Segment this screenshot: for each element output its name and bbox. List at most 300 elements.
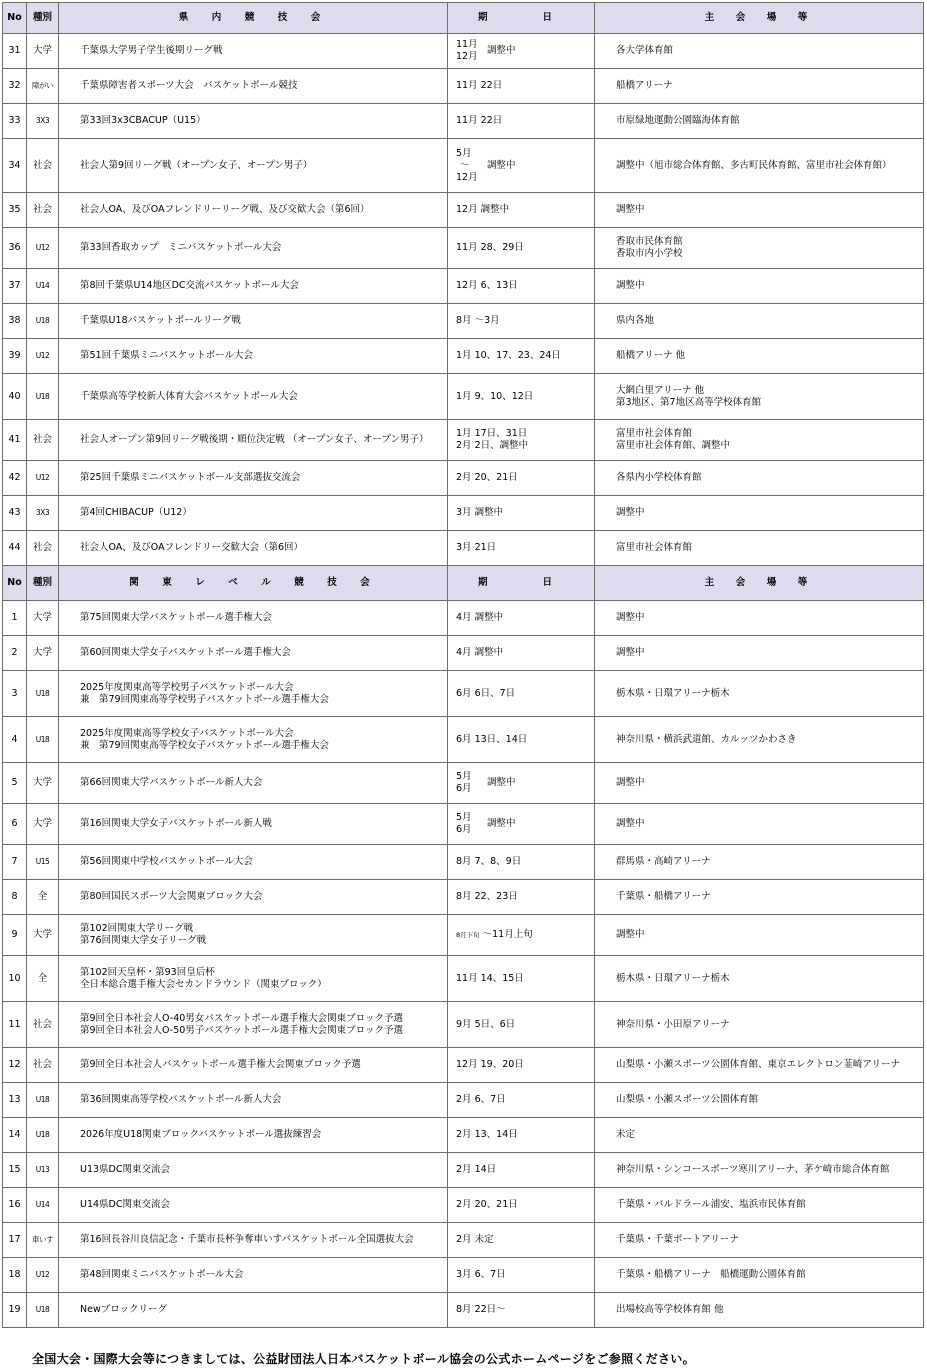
event-venue	[595, 804, 924, 845]
event-venue	[595, 671, 924, 717]
event-name-line: 第48回関東ミニバスケットボール大会	[80, 1269, 244, 1280]
venue-line: 各県内小学校体育館	[616, 472, 702, 483]
venue-line: 神奈川県・シンコースポーツ寒川アリーナ、茅ケ崎市総合体育館	[616, 1164, 890, 1175]
row-category: U18	[27, 304, 59, 339]
event-name	[59, 1083, 448, 1118]
event-venue	[595, 193, 924, 228]
date-text: 1月 9、10、12日	[456, 390, 534, 402]
table-row	[3, 636, 924, 671]
event-name-line: 第9回全日本社会人O-50男子バスケットボール選手権大会関東ブロック予選	[80, 1024, 403, 1036]
table-row	[3, 461, 924, 496]
event-name-line: 第75回関東大学バスケットボール選手権大会	[80, 612, 272, 623]
event-name	[59, 374, 448, 420]
row-number: 32	[3, 69, 27, 104]
row-number: 2	[3, 636, 27, 671]
date-text: 6月 6日、7日	[456, 687, 516, 699]
row-number: 1	[3, 601, 27, 636]
date-months	[456, 148, 484, 184]
event-date	[448, 1293, 595, 1328]
row-category: U14	[27, 1188, 59, 1223]
footer-note: 全国大会・国際大会等につきましては、公益財団法人日本バスケットボール協会の公式ホームページをご参照ください。	[32, 1352, 695, 1366]
venue-line: 神奈川県・横浜武道館、カルッツかわさき	[616, 733, 797, 745]
event-name-line: U13県DC関東交流会	[80, 1164, 170, 1175]
row-category: U18	[27, 671, 59, 717]
event-name-line: 社会人第9回リーグ戦（オープン女子、オープン男子）	[80, 159, 313, 171]
event-name	[59, 956, 448, 1002]
date-range	[456, 771, 594, 795]
venue-line: 出場校高等学校体育館 他	[616, 1304, 724, 1315]
row-number: 6	[3, 804, 27, 845]
row-number: 8	[3, 880, 27, 915]
event-name-line: 第102回天皇杯・第93回皇后杯	[80, 966, 215, 978]
event-date	[448, 601, 595, 636]
event-date	[448, 228, 595, 269]
table-row	[3, 880, 924, 915]
row-category: U18	[27, 1118, 59, 1153]
row-category: 全	[27, 880, 59, 915]
date-text: 2月 20、21日	[456, 1199, 518, 1210]
table-row	[3, 1048, 924, 1083]
event-name-line: 社会人OA、及びOAフレンドリー交歓大会（第6回）	[80, 542, 304, 553]
event-venue	[595, 339, 924, 374]
event-venue	[595, 763, 924, 804]
event-name-line: 第80回国民スポーツ大会関東ブロック大会	[80, 891, 263, 902]
row-number: 17	[3, 1223, 27, 1258]
event-name-line: 千葉県高等学校新人体育大会バスケットボール大会	[80, 390, 298, 402]
event-name-line: 第33回香取カップ ミニバスケットボール大会	[80, 242, 282, 253]
header-category: 種別	[27, 566, 59, 601]
schedule-table	[2, 2, 924, 1328]
event-venue	[595, 1002, 924, 1048]
event-date	[448, 531, 595, 566]
date-status: 調整中	[487, 777, 516, 788]
event-date	[448, 461, 595, 496]
event-name	[59, 193, 448, 228]
date-text: 11月 22日	[456, 115, 503, 126]
event-name-line: 第51回千葉県ミニバスケットボール大会	[80, 350, 253, 361]
table-row	[3, 1083, 924, 1118]
venue-line: 香取市内小学校	[616, 248, 683, 259]
venue-line: 栃木県・日環アリーナ栃木	[616, 972, 730, 984]
table-row	[3, 304, 924, 339]
row-number: 34	[3, 139, 27, 193]
row-number: 13	[3, 1083, 27, 1118]
row-number: 3	[3, 671, 27, 717]
date-line: 1月 17日、31日	[456, 428, 528, 439]
row-category: 大学	[27, 636, 59, 671]
row-category: 大学	[27, 763, 59, 804]
event-name	[59, 804, 448, 845]
row-number: 16	[3, 1188, 27, 1223]
venue-line: 調整中	[616, 612, 645, 623]
date-month: 6月	[456, 783, 472, 794]
row-category: U18	[27, 1083, 59, 1118]
event-date	[448, 1118, 595, 1153]
venue-line: 船橋アリーナ 他	[616, 350, 686, 361]
table-row	[3, 193, 924, 228]
venue-line: 県内各地	[616, 315, 655, 326]
event-name	[59, 763, 448, 804]
header-venue: 主 会 場 等	[595, 566, 924, 601]
event-name	[59, 1258, 448, 1293]
row-number: 9	[3, 915, 27, 956]
event-venue	[595, 139, 924, 193]
date-text: 2月 6、7日	[456, 1094, 506, 1105]
row-category: 大学	[27, 34, 59, 69]
date-rest: ～11月上旬	[482, 929, 533, 940]
venue-line: 山梨県・小瀬スポーツ公園体育館、東京エレクトロン韮崎アリーナ	[616, 1059, 901, 1070]
event-date	[448, 1002, 595, 1048]
event-name	[59, 1223, 448, 1258]
row-number: 35	[3, 193, 27, 228]
row-category: 社会	[27, 531, 59, 566]
date-month: 5月	[456, 147, 472, 159]
event-name-line: 第4回CHIBACUP（U12）	[80, 507, 192, 518]
event-venue	[595, 1153, 924, 1188]
table-row	[3, 1293, 924, 1328]
event-venue	[595, 717, 924, 763]
event-date	[448, 304, 595, 339]
date-months	[456, 771, 484, 795]
event-venue	[595, 269, 924, 304]
date-text: 12月 19、20日	[456, 1059, 524, 1070]
venue-line: 市原緑地運動公園臨海体育館	[616, 115, 740, 126]
event-name-line: 第60回関東大学女子バスケットボール選手権大会	[80, 647, 291, 658]
row-category: U18	[27, 717, 59, 763]
header-date: 期 日	[448, 3, 595, 34]
date-text: 11月 28、29日	[456, 242, 524, 253]
row-category: 社会	[27, 193, 59, 228]
event-date	[448, 671, 595, 717]
row-category: U12	[27, 228, 59, 269]
date-text: 9月 5日、6日	[456, 1018, 516, 1030]
venue-line: 千葉県・バルドラール浦安、塩浜市民体育館	[616, 1199, 806, 1210]
row-number: 37	[3, 269, 27, 304]
event-venue	[595, 374, 924, 420]
event-name-line: 千葉県大学男子学生後期リーグ戦	[80, 45, 223, 56]
event-venue	[595, 1048, 924, 1083]
header-category: 種別	[27, 3, 59, 34]
header-date: 期 日	[448, 566, 595, 601]
table-row	[3, 845, 924, 880]
kanto-header-row	[3, 566, 924, 601]
event-venue	[595, 1083, 924, 1118]
event-name-line: 第36回関東高等学校バスケットボール新人大会	[80, 1094, 282, 1105]
row-category: U13	[27, 1153, 59, 1188]
event-name-line: 第9回全日本社会人バスケットボール選手権大会関東ブロック予選	[80, 1059, 361, 1070]
event-name-line: 社会人オープン第9回リーグ戦後期・順位決定戦 （オープン女子、オープン男子）	[80, 434, 429, 445]
event-name-line: 兼 第79回関東高等学校男子バスケットボール選手権大会	[80, 693, 329, 705]
event-name-line: 第25回千葉県ミニバスケットボール支部選抜交流会	[80, 472, 301, 483]
event-venue	[595, 1118, 924, 1153]
event-venue	[595, 496, 924, 531]
row-number: 12	[3, 1048, 27, 1083]
row-category: 大学	[27, 804, 59, 845]
event-venue	[595, 636, 924, 671]
row-number: 44	[3, 531, 27, 566]
date-range	[456, 148, 594, 184]
row-number: 43	[3, 496, 27, 531]
date-text: 3月 調整中	[456, 507, 504, 518]
row-category: U18	[27, 1293, 59, 1328]
event-name	[59, 531, 448, 566]
header-no: No	[3, 3, 27, 34]
table-row	[3, 915, 924, 956]
venue-line: 調整中	[616, 280, 645, 291]
event-date	[448, 104, 595, 139]
event-name	[59, 880, 448, 915]
event-date	[448, 193, 595, 228]
event-name	[59, 1048, 448, 1083]
venue-line: 調整中	[616, 818, 645, 829]
venue-line: 調整中	[616, 929, 645, 940]
event-name	[59, 461, 448, 496]
date-status: 調整中	[487, 159, 516, 171]
table-row	[3, 1258, 924, 1293]
event-name	[59, 636, 448, 671]
event-date	[448, 845, 595, 880]
row-number: 36	[3, 228, 27, 269]
event-date	[448, 1048, 595, 1083]
row-number: 40	[3, 374, 27, 420]
header-venue: 主 会 場 等	[595, 3, 924, 34]
row-category: U18	[27, 374, 59, 420]
date-month: 5月	[456, 771, 472, 782]
date-text: 2月 未定	[456, 1234, 494, 1245]
venue-line: 富里市社会体育館、調整中	[616, 440, 731, 451]
event-venue	[595, 461, 924, 496]
date-text: 12月 6、13日	[456, 280, 518, 291]
row-category: U15	[27, 845, 59, 880]
row-category: 大学	[27, 915, 59, 956]
event-venue	[595, 69, 924, 104]
date-text: 8月 7、8、9日	[456, 856, 522, 867]
header-prefectural-title: 県 内 競 技 会	[59, 3, 448, 34]
event-venue	[595, 915, 924, 956]
row-number: 14	[3, 1118, 27, 1153]
event-name-line: 2025年度関東高等学校女子バスケットボール大会	[80, 727, 294, 739]
event-date	[448, 339, 595, 374]
date-month: 5月	[456, 812, 472, 823]
event-name	[59, 139, 448, 193]
event-name-line: 第9回全日本社会人O-40男女バスケットボール選手権大会関東ブロック予選	[80, 1012, 403, 1024]
event-date	[448, 1083, 595, 1118]
table-row	[3, 763, 924, 804]
date-text: 3月 21日	[456, 542, 497, 553]
event-date	[448, 374, 595, 420]
event-date	[448, 139, 595, 193]
row-number: 18	[3, 1258, 27, 1293]
table-row	[3, 420, 924, 461]
table-row	[3, 339, 924, 374]
table-row	[3, 269, 924, 304]
row-number: 4	[3, 717, 27, 763]
table-row	[3, 717, 924, 763]
event-name-line: 2025年度関東高等学校男子バスケットボール大会	[80, 681, 294, 693]
date-small: 8月下旬	[456, 931, 480, 939]
venue-line: 千葉県・千葉ポートアリーナ	[616, 1234, 739, 1245]
date-month: 12月	[456, 171, 478, 183]
row-category: U12	[27, 461, 59, 496]
venue-line: 調整中	[616, 507, 645, 518]
table-row	[3, 104, 924, 139]
venue-line: 千葉県・船橋アリーナ	[616, 891, 711, 902]
date-text: 4月 調整中	[456, 647, 504, 658]
date-text: 8月 22日～	[456, 1304, 506, 1315]
date-month: 6月	[456, 824, 472, 835]
venue-line: 船橋アリーナ	[616, 80, 673, 91]
row-category: 障がい	[27, 69, 59, 104]
venue-line: 各大学体育館	[616, 45, 674, 56]
event-name	[59, 339, 448, 374]
event-venue	[595, 1258, 924, 1293]
venue-line: 神奈川県・小田原アリーナ	[616, 1018, 730, 1030]
row-number: 41	[3, 420, 27, 461]
event-name	[59, 1153, 448, 1188]
event-name-line: 第102回関東大学リーグ戦	[80, 923, 194, 934]
table-row	[3, 228, 924, 269]
venue-line: 香取市民体育館	[616, 236, 683, 247]
row-number: 42	[3, 461, 27, 496]
event-name-line: 第33回3x3CBACUP（U15）	[80, 115, 206, 126]
date-range	[456, 812, 594, 836]
row-category: 車いす	[27, 1223, 59, 1258]
event-name	[59, 845, 448, 880]
date-text: 2月 13、14日	[456, 1129, 518, 1140]
event-name-line: 第76回関東大学女子リーグ戦	[80, 935, 207, 946]
row-number: 33	[3, 104, 27, 139]
event-name-line: 社会人OA、及びOAフレンドリーリーグ戦、及び交歓大会（第6回）	[80, 204, 370, 215]
event-date	[448, 1153, 595, 1188]
row-category: 3X3	[27, 104, 59, 139]
event-date	[448, 69, 595, 104]
event-name	[59, 34, 448, 69]
venue-line: 山梨県・小瀬スポーツ公園体育館	[616, 1094, 759, 1105]
row-category: 大学	[27, 601, 59, 636]
venue-line: 調整中	[616, 777, 645, 788]
event-venue	[595, 956, 924, 1002]
event-name	[59, 717, 448, 763]
date-text: 12月 調整中	[456, 204, 510, 215]
date-text: 8月 22、23日	[456, 891, 518, 902]
venue-line: 調整中（旭市総合体育館、多古町民体育館、富里市社会体育館）	[616, 159, 892, 171]
event-venue	[595, 104, 924, 139]
event-name	[59, 671, 448, 717]
date-month: 12月	[456, 51, 478, 62]
row-number: 7	[3, 845, 27, 880]
venue-line: 第3地区、第7地区高等学校体育館	[616, 396, 762, 408]
row-number: 11	[3, 1002, 27, 1048]
table-row	[3, 531, 924, 566]
event-venue	[595, 420, 924, 461]
date-text: 6月 13日、14日	[456, 733, 528, 745]
table-row	[3, 139, 924, 193]
event-name-line: 第16回長谷川良信記念・千葉市長杯争奪車いすバスケットボール全国選抜大会	[80, 1234, 414, 1245]
row-category: 社会	[27, 1002, 59, 1048]
table-row	[3, 1118, 924, 1153]
event-venue	[595, 228, 924, 269]
venue-line: 調整中	[616, 647, 645, 658]
event-venue	[595, 845, 924, 880]
header-kanto-title: 関 東 レ ベ ル 競 技 会	[59, 566, 448, 601]
event-venue	[595, 34, 924, 69]
event-date	[448, 880, 595, 915]
event-name	[59, 269, 448, 304]
table-row	[3, 956, 924, 1002]
venue-line: 千葉県・船橋アリーナ 船橋運動公園体育館	[616, 1269, 806, 1280]
row-category: 社会	[27, 420, 59, 461]
event-date	[448, 1258, 595, 1293]
date-text: 1月 10、17、23、24日	[456, 350, 561, 361]
date-text: 8月 ～3月	[456, 315, 500, 326]
date-status: 調整中	[487, 818, 516, 829]
event-name-line: 千葉県障害者スポーツ大会 バスケットボール競技	[80, 80, 298, 91]
event-name-line: 第8回千葉県U14地区DC交流バスケットボール大会	[80, 280, 299, 291]
event-date	[448, 1223, 595, 1258]
date-text: 3月 6、7日	[456, 1269, 506, 1280]
row-category: 社会	[27, 139, 59, 193]
event-venue	[595, 880, 924, 915]
venue-line: 栃木県・日環アリーナ栃木	[616, 687, 730, 699]
event-name-line: 第56回関東中学校バスケットボール大会	[80, 856, 253, 867]
date-text: 11月 14、15日	[456, 972, 524, 984]
event-name-line: 第66回関東大学バスケットボール新人大会	[80, 777, 263, 788]
date-months	[456, 39, 484, 63]
event-venue	[595, 304, 924, 339]
row-category: 3X3	[27, 496, 59, 531]
event-name	[59, 496, 448, 531]
table-row	[3, 1223, 924, 1258]
row-number: 38	[3, 304, 27, 339]
table-row	[3, 1188, 924, 1223]
date-range	[456, 39, 594, 63]
event-date	[448, 717, 595, 763]
event-name-line: 2026年度U18関東ブロックバスケットボール選抜練習会	[80, 1129, 322, 1140]
table-row	[3, 1153, 924, 1188]
event-date	[448, 915, 595, 956]
table-row	[3, 496, 924, 531]
event-name	[59, 228, 448, 269]
event-date	[448, 804, 595, 845]
event-venue	[595, 1188, 924, 1223]
row-category: U12	[27, 339, 59, 374]
event-name-line: Newブロックリーグ	[80, 1304, 168, 1315]
row-number: 5	[3, 763, 27, 804]
venue-line: 未定	[616, 1129, 636, 1140]
date-text: 4月 調整中	[456, 612, 504, 623]
event-name-line: 兼 第79回関東高等学校女子バスケットボール選手権大会	[80, 739, 329, 751]
event-venue	[595, 1293, 924, 1328]
event-name	[59, 915, 448, 956]
prefectural-header-row	[3, 3, 924, 34]
event-date	[448, 34, 595, 69]
venue-line: 調整中	[616, 204, 645, 215]
event-name	[59, 420, 448, 461]
event-name	[59, 1118, 448, 1153]
event-name	[59, 69, 448, 104]
row-category: U14	[27, 269, 59, 304]
row-number: 19	[3, 1293, 27, 1328]
table-row	[3, 1002, 924, 1048]
venue-line: 大網白里アリーナ 他	[616, 384, 705, 396]
event-name-line: 千葉県U18バスケットボールリーグ戦	[80, 315, 241, 326]
table-row	[3, 601, 924, 636]
table-row	[3, 34, 924, 69]
venue-line: 富里市社会体育館	[616, 428, 693, 439]
table-row	[3, 804, 924, 845]
event-name-line: 全日本総合選手権大会セカンドラウンド（関東ブロック）	[80, 978, 327, 990]
event-date	[448, 636, 595, 671]
